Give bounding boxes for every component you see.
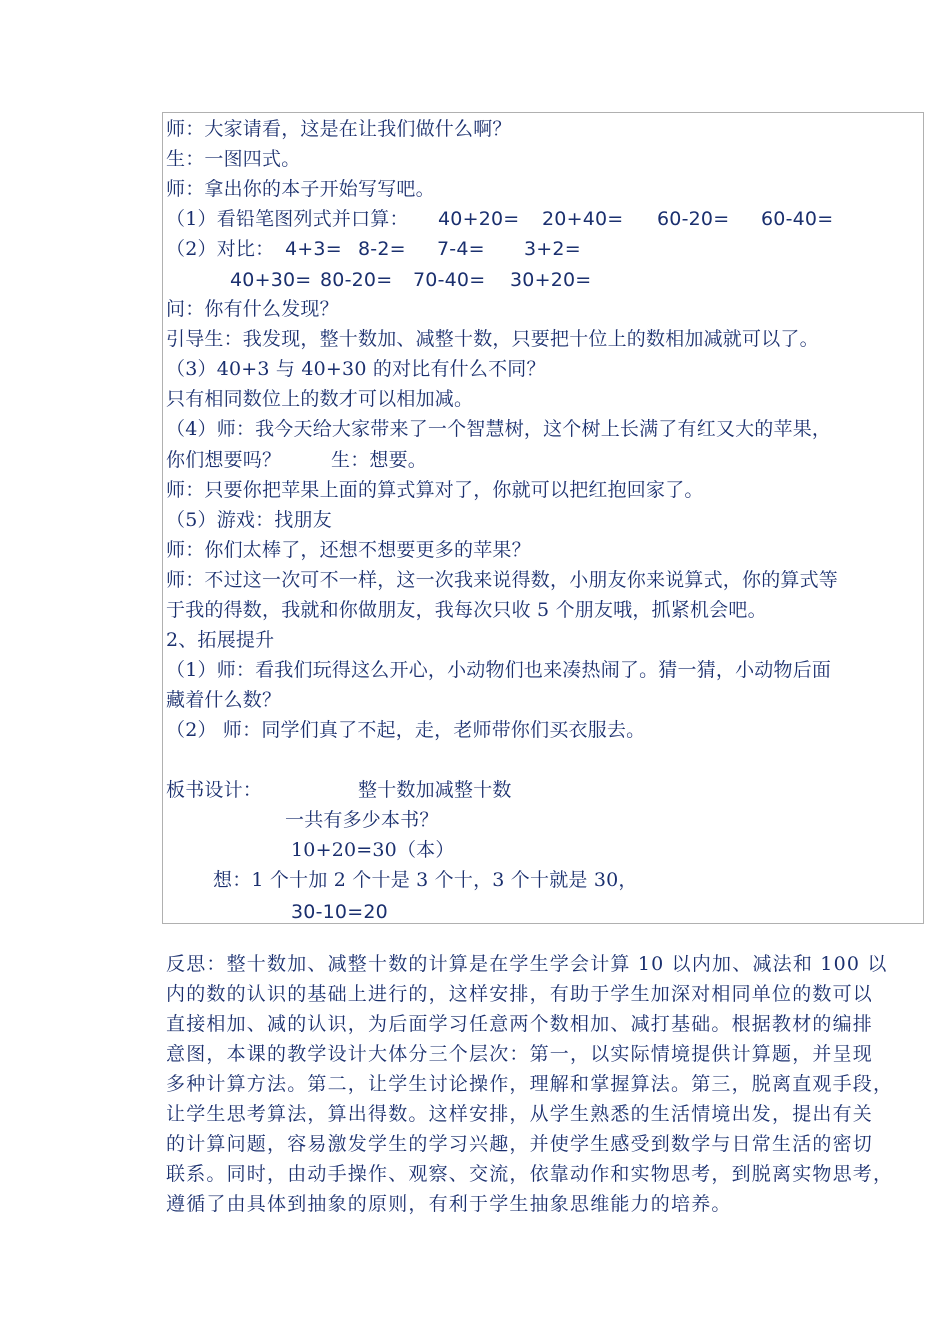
text-line: （2） 师：同学们真了不起，走，老师带你们买衣服去。	[166, 719, 646, 741]
equation: 30+20=	[510, 269, 592, 291]
text-line: 师：你们太棒了，还想不想要更多的苹果？	[166, 539, 531, 561]
reflection-line: 反思：整十数加、减整十数的计算是在学生学会计算 10 以内加、减法和 100 以	[166, 953, 888, 975]
reflection-line: 内的数的认识的基础上进行的，这样安排，有助于学生加深对相同单位的数可以	[166, 983, 874, 1005]
reflection-line: 直接相加、减的认识，为后面学习任意两个数相加、减打基础。根据教材的编排	[166, 1013, 874, 1035]
text-line: （5）游戏：找朋友	[166, 509, 332, 531]
board-label: 板书设计：	[166, 779, 263, 801]
board-equation: 30-10=20	[291, 901, 388, 923]
exercise-line-2	[166, 237, 274, 261]
text-line: （4）师：我今天给大家带来了一个智慧树，这个树上长满了有红又大的苹果，	[166, 418, 832, 440]
text-line: 问：你有什么发现？	[166, 298, 339, 320]
equation: 80-20=	[320, 269, 393, 291]
equation: 60-40=	[761, 208, 834, 230]
equation: 8-2=	[358, 238, 406, 260]
text-line: 生：一图四式。	[166, 148, 301, 170]
exercise-label: （2）对比：	[166, 238, 275, 260]
text-line: 师：大家请看，这是在让我们做什么啊？	[166, 118, 512, 140]
text-line: 引导生：我发现，整十数加、减整十数，只要把十位上的数相加减就可以了。	[166, 328, 819, 350]
equation: 40+30=	[230, 269, 312, 291]
board-question: 一共有多少本书？	[285, 809, 439, 831]
equation: 70-40=	[413, 269, 486, 291]
text-line: 于我的得数，我就和你做朋友，我每次只收 5 个朋友哦，抓紧机会吧。	[166, 599, 767, 621]
reflection-line: 联系。同时，由动手操作、观察、交流，依靠动作和实物思考，到脱离实物思考，	[166, 1163, 894, 1185]
text-line: 师：只要你把苹果上面的算式算对了，你就可以把红抱回家了。	[166, 479, 704, 501]
text-line: 师：拿出你的本子开始写写吧。	[166, 178, 435, 200]
text-line: （1）师：看我们玩得这么开心，小动物们也来凑热闹了。猜一猜，小动物后面	[166, 659, 832, 681]
reflection-line: 意图，本课的教学设计大体分三个层次：第一，以实际情境提供计算题，并呈现	[166, 1043, 874, 1065]
board-equation: 10+20=30（本）	[291, 839, 455, 861]
reflection-line: 遵循了由具体到抽象的原则，有利于学生抽象思维能力的培养。	[166, 1193, 732, 1215]
reflection-line: 让学生思考算法，算出得数。这样安排，从学生熟悉的生活情境出发，提出有关	[166, 1103, 874, 1125]
board-thinking: 想：1 个十加 2 个十是 3 个十，3 个十就是 30，	[213, 869, 638, 891]
section-heading: 2、拓展提升	[166, 629, 275, 651]
equation: 20+40=	[542, 208, 624, 230]
reflection-line: 的计算问题，容易激发学生的学习兴趣，并使学生感受到数学与日常生活的密切	[166, 1133, 874, 1155]
text-line: 藏着什么数？	[166, 689, 282, 711]
text-line: 你们想要吗？	[166, 449, 282, 471]
text-line: 师：不过这一次可不一样，这一次我来说得数，小朋友你来说算式，你的算式等	[166, 569, 839, 591]
text-line: 只有相同数位上的数才可以相加减。	[166, 388, 474, 410]
equation: 3+2=	[524, 238, 581, 260]
exercise-line-1	[166, 207, 409, 231]
text-line: 生：想要。	[331, 449, 428, 471]
reflection-line: 多种计算方法。第二，让学生讨论操作，理解和掌握算法。第三，脱离直观手段，	[166, 1073, 894, 1095]
board-title: 整十数加减整十数	[358, 779, 512, 801]
text-line: （3）40+3 与 40+30 的对比有什么不同？	[166, 358, 546, 380]
equation: 60-20=	[657, 208, 730, 230]
equation: 4+3=	[285, 238, 342, 260]
equation: 40+20=	[438, 208, 520, 230]
exercise-label: （1）看铅笔图列式并口算：	[166, 208, 409, 230]
equation: 7-4=	[437, 238, 485, 260]
